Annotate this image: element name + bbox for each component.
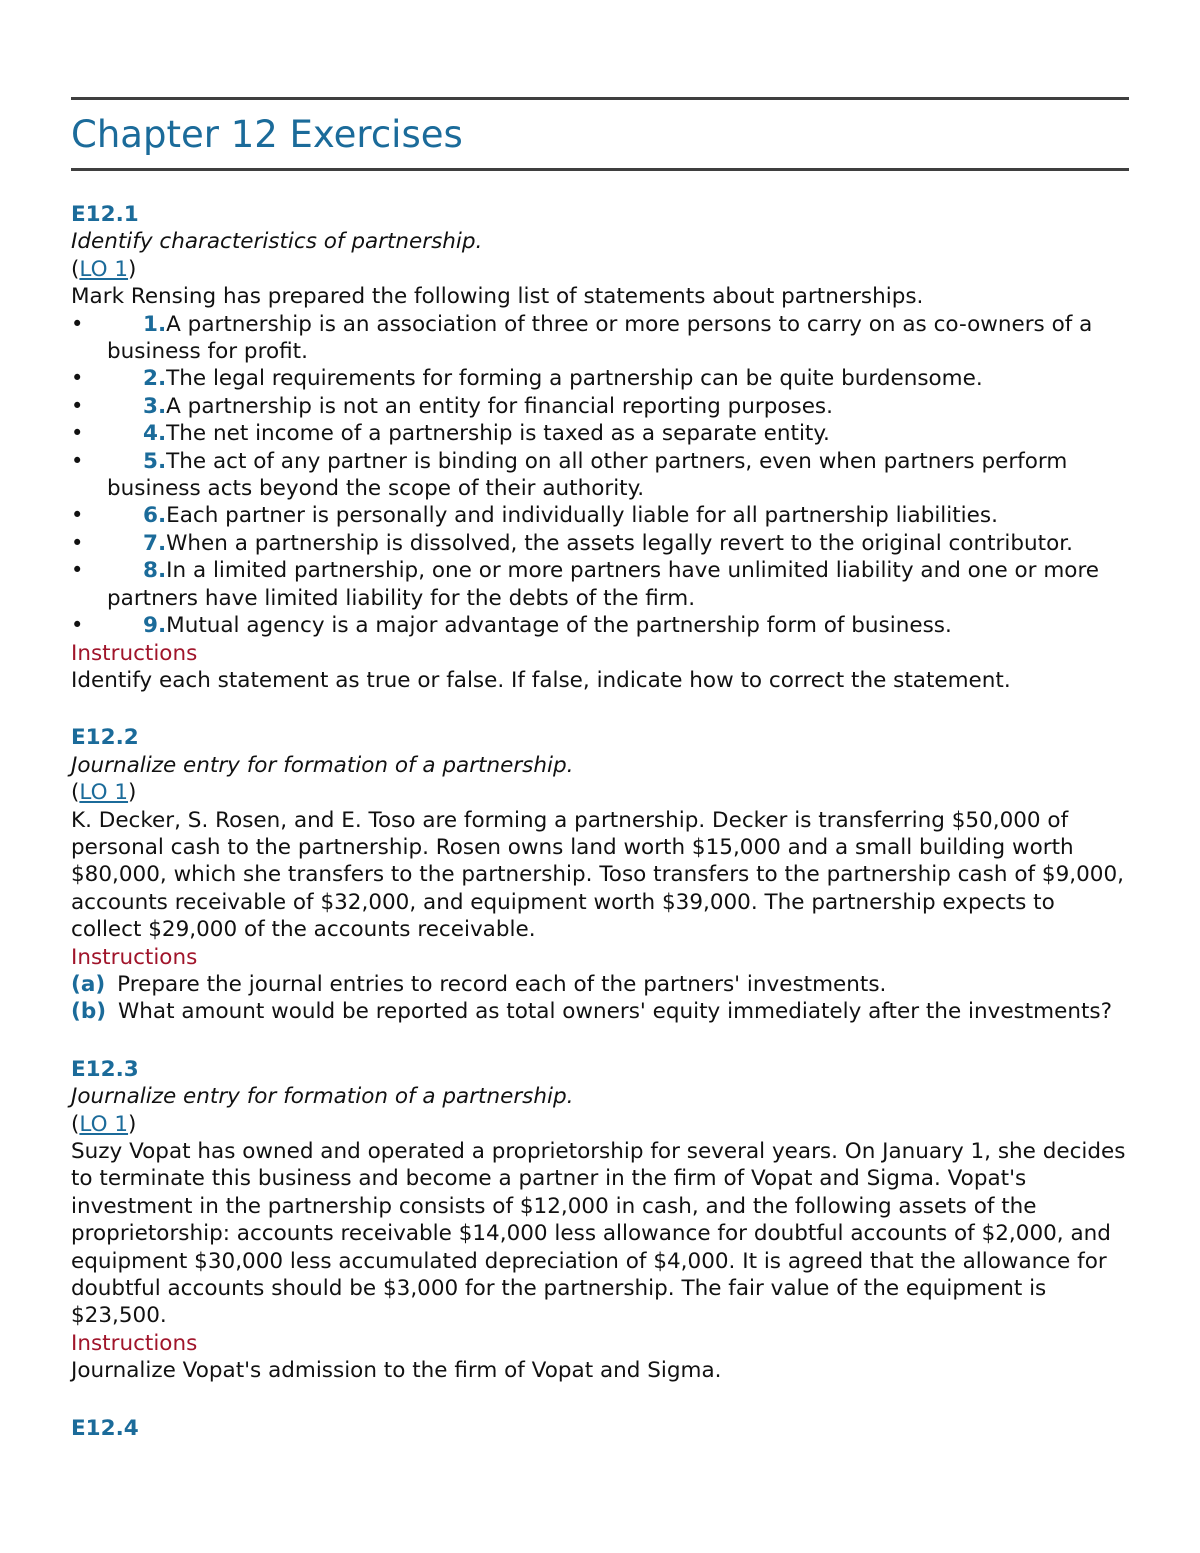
instruction-part	[71, 971, 1129, 998]
exercise-id: E12.2	[71, 725, 139, 751]
item-text: Each partner is personally and individually liable for all partnership liabilities.	[166, 503, 998, 529]
item-number: 4.	[143, 421, 167, 447]
exercise-e12-3	[71, 1056, 1129, 1385]
exercise-id: E12.4	[71, 1415, 139, 1441]
learning-objective: (LO 1)	[71, 1111, 137, 1137]
instruction-part	[71, 998, 1129, 1025]
list-item	[71, 393, 1129, 420]
exercise-id: E12.1	[71, 202, 139, 227]
part-label: (a)	[71, 971, 106, 997]
list-item	[71, 420, 1129, 447]
list-item	[71, 365, 1129, 392]
instructions-heading: Instructions	[71, 944, 198, 970]
list-item	[71, 448, 1129, 503]
item-number: 5.	[143, 448, 167, 474]
learning-objective: (LO 1)	[71, 256, 137, 282]
exercise-objective: Identify characteristics of partnership.	[71, 229, 483, 255]
item-text: A partnership is not an entity for financial reporting purposes.	[166, 393, 833, 419]
top-rule	[71, 97, 1129, 100]
statement-list	[71, 311, 1129, 640]
instructions-heading: Instructions	[71, 1330, 198, 1356]
item-text: The act of any partner is binding on all other partners, even when partners perform business acts beyond the scope of their authority.	[107, 448, 1068, 502]
item-text: The legal requirements for forming a partnership can be quite burdensome.	[166, 366, 983, 392]
exercise-intro: Mark Rensing has prepared the following list of statements about partnerships.	[71, 284, 924, 310]
lo-link[interactable]: LO 1	[79, 1111, 129, 1137]
instructions-text: Journalize Vopat's admission to the firm of Vopat and Sigma.	[71, 1358, 722, 1384]
lo-link[interactable]: LO 1	[79, 780, 129, 806]
exercise-e12-1	[71, 201, 1129, 694]
exercise-e12-4	[71, 1415, 1129, 1442]
document-page	[71, 97, 1129, 1442]
item-text: A partnership is an association of three or more persons to carry on as co-owners of a business for profit.	[107, 311, 1093, 365]
list-item	[71, 311, 1129, 366]
part-label: (b)	[71, 999, 107, 1025]
instructions-heading: Instructions	[71, 640, 198, 666]
item-number: 8.	[143, 558, 167, 584]
exercise-objective: Journalize entry for formation of a partnership.	[71, 1084, 574, 1110]
exercise-id: E12.3	[71, 1056, 139, 1082]
item-number: 1.	[143, 311, 167, 337]
instructions-text: Identify each statement as true or false. If false, indicate how to correct the statement.	[71, 667, 1011, 693]
page-title: Chapter 12 Exercises	[71, 113, 463, 156]
part-text: Prepare the journal entries to record each of the partners' investments.	[117, 971, 887, 997]
item-text: The net income of a partnership is taxed as a separate entity.	[166, 421, 830, 447]
part-text: What amount would be reported as total owners' equity immediately after the investments?	[118, 999, 1113, 1025]
exercise-objective: Journalize entry for formation of a partnership.	[71, 752, 574, 778]
item-number: 9.	[143, 613, 167, 639]
list-item	[71, 557, 1129, 612]
learning-objective: (LO 1)	[71, 780, 137, 806]
exercise-e12-2	[71, 724, 1129, 1025]
exercise-intro: Suzy Vopat has owned and operated a proprietorship for several years. On January 1, she decides to terminate this business and become a partner in the firm of Vopat and Sigma. Vopat's investment in the partnership consists of $12,000 in cash, and the following assets of the proprietorship: accounts receivable $14,000 less allowance for doubtful accounts of $2,000, and equipment $30,000 less accumulated depreciation of $4,000. It is agreed that the allowance for doubtful accounts should be $3,000 for the partnership. The fair value of the equipment is $23,500.	[71, 1139, 1126, 1329]
list-item	[71, 612, 1129, 639]
item-text: In a limited partnership, one or more partners have unlimited liability and one or more partners have limited liability for the debts of the firm.	[107, 558, 1100, 611]
lo-link[interactable]: LO 1	[79, 256, 129, 282]
item-text: When a partnership is dissolved, the assets legally revert to the original contributor.	[166, 530, 1073, 556]
list-item	[71, 530, 1129, 557]
title-rule	[71, 168, 1129, 171]
item-number: 7.	[143, 530, 167, 556]
item-text: Mutual agency is a major advantage of the partnership form of business.	[166, 613, 952, 639]
item-number: 2.	[143, 366, 167, 392]
item-number: 6.	[143, 503, 167, 529]
list-item	[71, 502, 1129, 529]
item-number: 3.	[143, 393, 167, 419]
exercise-intro: K. Decker, S. Rosen, and E. Toso are forming a partnership. Decker is transferring $50,000 of personal cash to the partnership. Rosen owns land worth $15,000 and a small building worth $80,000, which she transfers to the partnership. Toso transfers to the partnership cash of $9,000, accounts receivable of $32,000, and equipment worth $39,000. The partnership expects to collect $29,000 of the accounts receivable.	[71, 807, 1124, 943]
